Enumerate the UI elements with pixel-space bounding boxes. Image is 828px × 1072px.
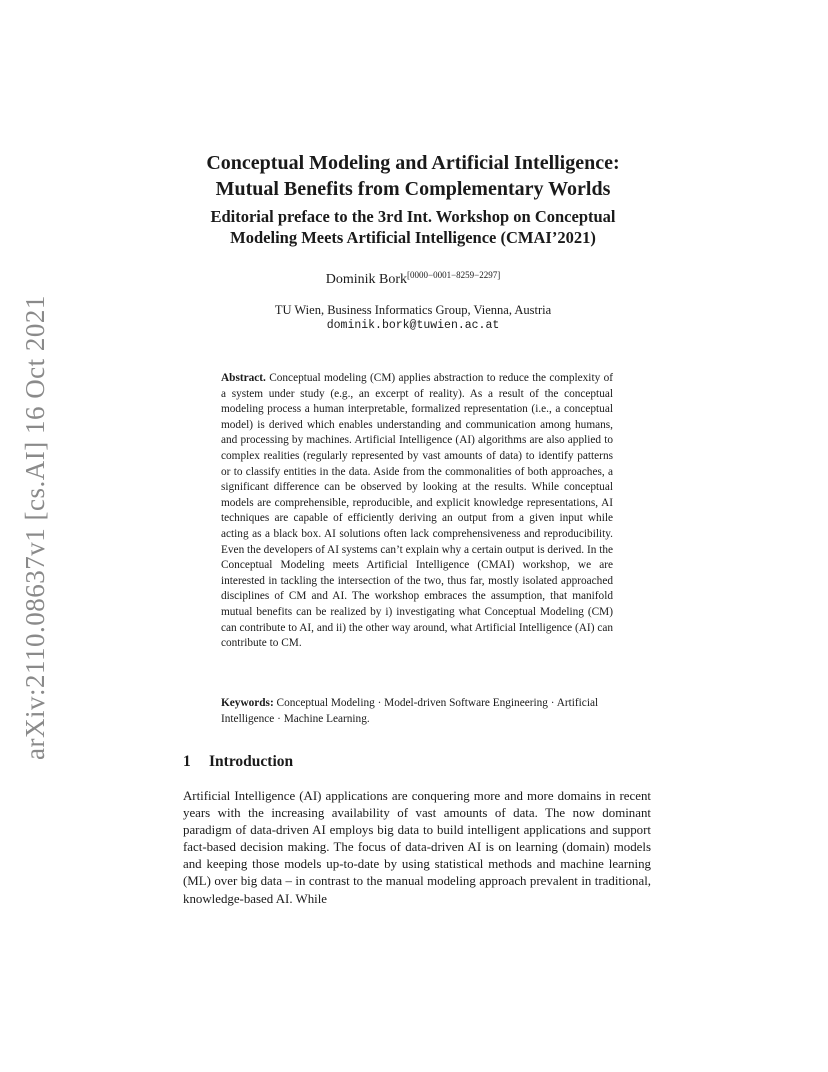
section-number: 1 bbox=[183, 753, 191, 770]
keywords-label: Keywords: bbox=[221, 697, 274, 709]
abstract-label: Abstract. bbox=[221, 372, 266, 384]
author-name: Dominik Bork bbox=[325, 272, 408, 287]
section-title: Introduction bbox=[209, 753, 294, 770]
author-email[interactable]: dominik.bork@tuwien.ac.at bbox=[326, 319, 500, 332]
subtitle-line-2: Modeling Meets Artificial Intelligence (CMAI’2021) bbox=[230, 228, 596, 247]
arxiv-side-stamp: arXiv:2110.08637v1 [cs.AI] 16 Oct 2021 bbox=[20, 295, 50, 760]
keywords bbox=[221, 696, 613, 727]
author-line bbox=[150, 270, 676, 288]
abstract bbox=[221, 371, 613, 652]
title-block bbox=[150, 150, 676, 248]
affiliation-block bbox=[150, 302, 676, 334]
keywords-text: Conceptual Modeling · Model-driven Software Engineering · Artificial Intelligence · Machine Learning. bbox=[221, 697, 599, 725]
abstract-text: Conceptual modeling (CM) applies abstraction to reduce the complexity of a system under study (e.g., an excerpt of reality). As a result of the conceptual modeling process a human interpretable, formalized representation (i.e., a conceptual model) is derived which enables understanding and communication among humans, and processing by machines. Artificial Intelligence (AI) algorithms are also applied to complex realities (regularly represented by vast amounts of data) to identify patterns or to classify entities in the data. Aside from the commonalities of both approaches, a significant difference can be observed by looking at the results. While conceptual models are comprehensible, reproducible, and explicit knowledge representations, AI techniques are capable of efficiently deriving an output from a given input while acting as a black box. AI solutions often lack comprehensiveness and reproducibility. Even the developers of AI systems can’t explain why a certain output is derived. In the Conceptual Modeling meets Artificial Intelligence (CMAI) workshop, we are interested in tackling the intersection of the two, thus far, mostly isolated approached disciplines of CM and AI. The workshop embraces the assumption, that manifold mutual benefits can be realized by i) investigating what Conceptual Modeling (CM) can contribute to AI, and ii) the other way around, what Artificial Intelligence (AI) can contribute to CM. bbox=[221, 372, 613, 650]
title-line-2: Mutual Benefits from Complementary Worlds bbox=[215, 178, 611, 200]
paper-subtitle bbox=[150, 206, 676, 248]
section-heading bbox=[183, 753, 643, 771]
title-line-1: Conceptual Modeling and Artificial Intelligence: bbox=[206, 152, 620, 174]
author-orcid: [0000−0001−8259−2297] bbox=[407, 270, 501, 280]
introduction-paragraph: Artificial Intelligence (AI) applications are conquering more and more domains in recent years with the increasing availability of vast amounts of data. The now dominant paradigm of data-driven AI employs big data to build intelligent applications and support fact-based decision making. The focus of data-driven AI is on learning (domain) models and keeping those models up-to-date by using statistical methods and machine learning (ML) over big data – in contrast to the manual modeling approach prevalent in traditional, knowledge-based AI. While bbox=[183, 789, 651, 906]
subtitle-line-1: Editorial preface to the 3rd Int. Workshop on Conceptual bbox=[210, 207, 616, 226]
affiliation-org: TU Wien, Business Informatics Group, Vienna, Austria bbox=[274, 303, 552, 317]
paper-title bbox=[150, 150, 676, 202]
